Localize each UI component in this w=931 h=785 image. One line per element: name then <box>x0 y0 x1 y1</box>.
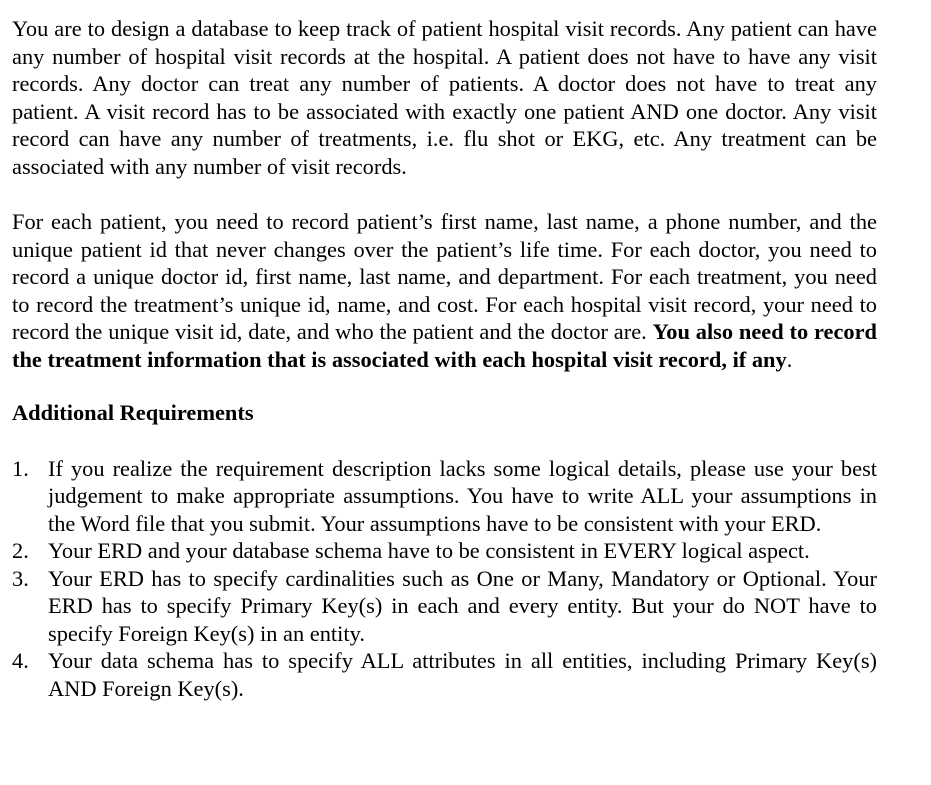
requirement-number: 4. <box>12 648 29 673</box>
bold-requirement-text: You also need to record the treatment information that is associated with each hospital visit record, if any <box>12 319 877 372</box>
attributes-text: For each patient, you need to record patient’s first name, last name, a phone number, and the unique patient id that never changes over the patient’s life time. For each doctor, you need to record a unique doctor id, first name, last name, and department. For each treatment, you need to record the treatment’s unique id, name, and cost. For each hospital visit record, your need to record the unique visit id, date, and who the patient and the doctor are. <box>12 209 877 344</box>
intro-paragraph: You are to design a database to keep track of patient hospital visit records. Any patient can have any number of hospital visit records at the hospital. A patient does not have to have any visit records. Any doctor can treat any number of patients. A doctor does not have to treat any patient. A visit record has to be associated with exactly one patient AND one doctor. Any visit record can have any number of treatments, i.e. flu shot or EKG, etc. Any treatment can be associated with any number of visit records. <box>12 16 877 179</box>
document-page <box>12 15 877 702</box>
requirement-item <box>12 455 877 538</box>
requirements-list <box>12 455 877 703</box>
requirement-text: Your ERD has to specify cardinalities such as One or Many, Mandatory or Optional. Your ERD has to specify Primary Key(s) in each and every entity. But your do NOT have to specify Foreign Key(s) in an entity. <box>48 565 877 646</box>
requirement-item <box>12 647 877 702</box>
attributes-paragraph <box>12 208 877 373</box>
section-heading: Additional Requirements <box>12 400 254 425</box>
requirement-text: Your data schema has to specify ALL attributes in all entities, including Primary Key(s) AND Foreign Key(s). <box>48 648 877 701</box>
requirement-text: Your ERD and your database schema have to be consistent in EVERY logical aspect. <box>48 538 810 563</box>
requirement-number: 3. <box>12 565 29 591</box>
paragraph-end-period: . <box>786 346 793 372</box>
requirement-item <box>12 537 877 565</box>
requirement-number: 2. <box>12 538 29 563</box>
requirement-text: If you realize the requirement description lacks some logical details, please use your best judgement to make appropriate assumptions. You have to write ALL your assumptions in the Word file that you submit. Your assumptions have to be consistent with your ERD. <box>48 455 877 536</box>
requirement-item <box>12 565 877 648</box>
requirement-number: 1. <box>12 455 29 481</box>
